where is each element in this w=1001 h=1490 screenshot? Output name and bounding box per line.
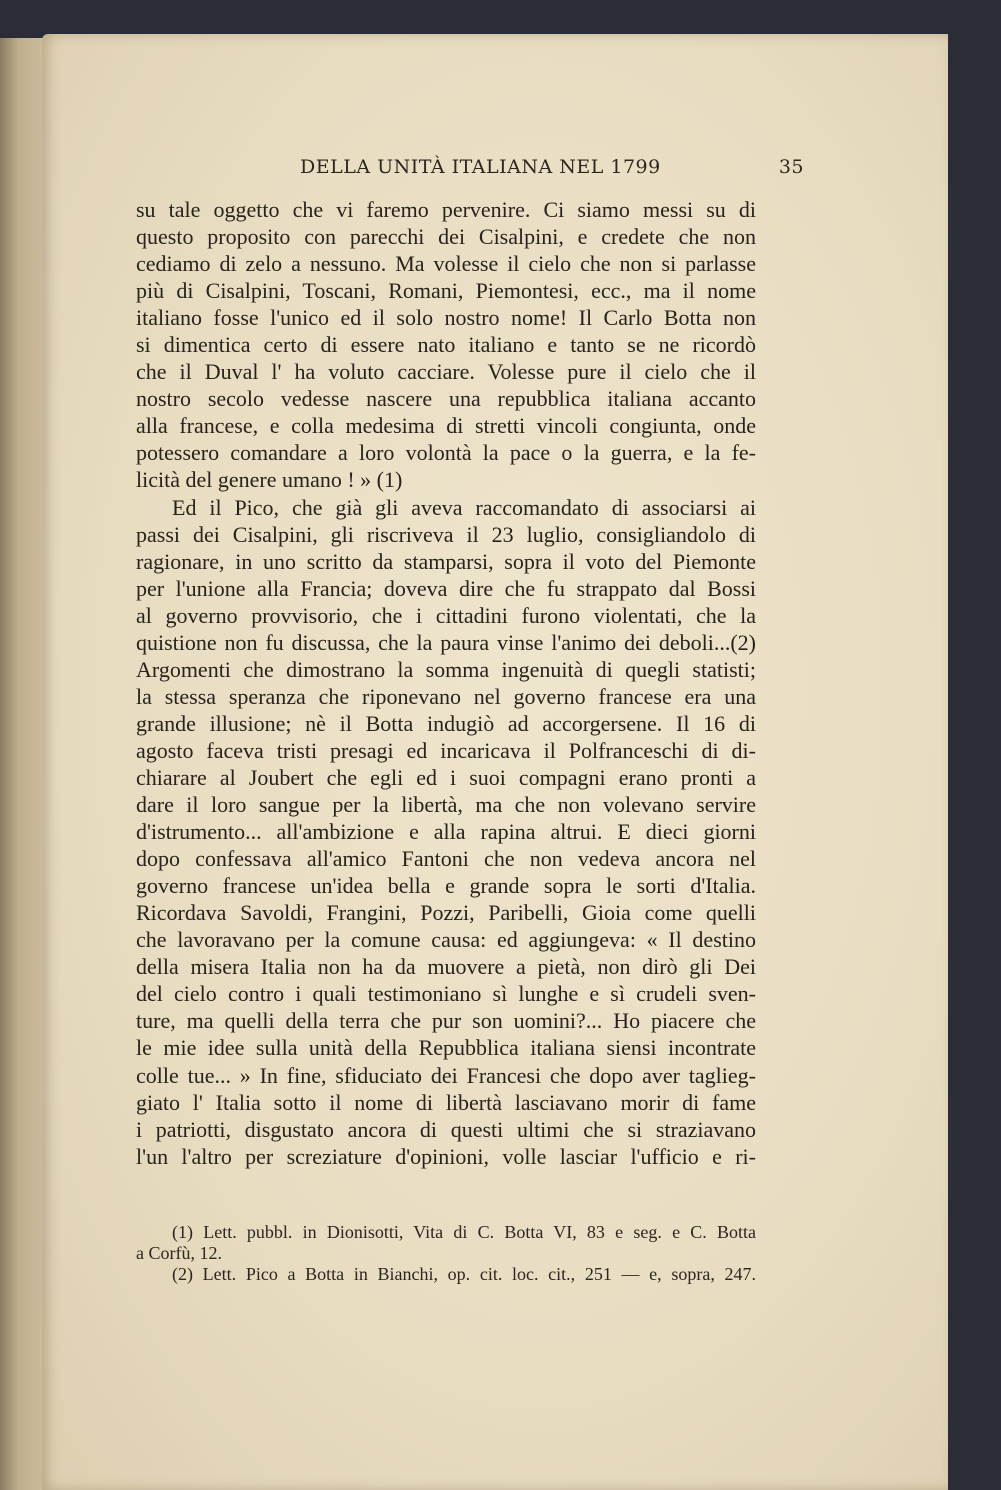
text-line: ragionare, in uno scritto da stamparsi, sopra il voto del Piemonte	[136, 548, 756, 574]
text-line: licità del genere umano ! » (1)	[136, 467, 403, 493]
text-line: chiarare al Joubert che egli ed i suoi compagni erano pronti a	[136, 764, 756, 790]
text-line: per l'unione alla Francia; doveva dire che fu strappato dal Bossi	[136, 575, 756, 601]
text-line: Ricordava Savoldi, Frangini, Pozzi, Paribelli, Gioia come quelli	[136, 900, 756, 926]
text-line: nostro secolo vedesse nascere una repubblica italiana accanto	[136, 386, 756, 412]
page-number: 35	[778, 156, 804, 178]
text-line: passi dei Cisalpini, gli riscriveva il 23 luglio, consigliandolo di	[136, 521, 756, 547]
text-line: dare il loro sangue per la libertà, ma che non volevano servire	[136, 792, 756, 818]
text-line: giato l' Italia sotto il nome di libertà lasciavano morir di fame	[136, 1089, 756, 1115]
text-line: che il Duval l' ha voluto cacciare. Volesse pure il cielo che il	[136, 359, 756, 385]
footnote-line: (1) Lett. pubbl. in Dionisotti, Vita di C. Botta VI, 83 e seg. e C. Botta	[172, 1222, 756, 1242]
text-line: i patriotti, disgustato ancora di questi ultimi che si straziavano	[136, 1116, 756, 1142]
facing-page-edge	[0, 38, 48, 1490]
text-line: su tale oggetto che vi faremo pervenire. Ci siamo messi su di	[136, 197, 756, 222]
book-page	[42, 34, 948, 1490]
text-line: la stessa speranza che riponevano nel governo francese era una	[136, 683, 756, 709]
text-line: del cielo contro i quali testimoniano sì lunghe e sì crudeli sven-	[136, 981, 756, 1007]
footnote-line: (2) Lett. Pico a Botta in Bianchi, op. cit. loc. cit., 251 — e, sopra, 247.	[172, 1264, 756, 1284]
text-line: ture, ma quelli della terra che pur son uomini?... Ho piacere che	[136, 1008, 756, 1034]
text-line: le mie idee sulla unità della Repubblica italiana siensi incontrate	[136, 1035, 756, 1061]
text-line: Ed il Pico, che già gli aveva raccomandato di associarsi ai	[172, 494, 756, 520]
footnote-line: a Corfù, 12.	[136, 1243, 222, 1263]
text-line: cediamo di zelo a nessuno. Ma volesse il cielo che non si parlasse	[136, 251, 756, 277]
text-line: che lavoravano per la comune causa: ed aggiungeva: « Il destino	[136, 927, 756, 953]
text-line: l'un l'altro per screziature d'opinioni, volle lasciar l'ufficio e ri-	[136, 1143, 756, 1169]
text-line: più di Cisalpini, Toscani, Romani, Piemontesi, ecc., ma il nome	[136, 278, 756, 304]
text-line: d'istrumento... all'ambizione e alla rapina altrui. E dieci giorni	[136, 819, 756, 845]
text-line: Argomenti che dimostrano la somma ingenuità di quegli statisti;	[136, 656, 756, 682]
text-line: alla francese, e colla medesima di stretti vincoli congiunta, onde	[136, 413, 756, 439]
running-title: DELLA UNITÀ ITALIANA NEL 1799	[300, 156, 661, 178]
text-line: potessero comandare a loro volontà la pace o la guerra, e la fe-	[136, 440, 756, 466]
text-line: quistione non fu discussa, che la paura vinse l'animo dei deboli...(2)	[136, 629, 756, 655]
text-line: questo proposito con parecchi dei Cisalpini, e credete che non	[136, 224, 756, 250]
text-line: al governo provvisorio, che i cittadini furono violentati, che la	[136, 602, 756, 628]
text-line: si dimentica certo di essere nato italiano e tanto se ne ricordò	[136, 332, 756, 358]
text-line: italiano fosse l'unico ed il solo nostro nome! Il Carlo Botta non	[136, 305, 756, 331]
text-line: grande illusione; nè il Botta indugiò ad accorgersene. Il 16 di	[136, 710, 756, 736]
body-text	[136, 196, 756, 1170]
text-line: agosto faceva tristi presagi ed incaricava il Polfranceschi di di-	[136, 737, 756, 763]
text-line: governo francese un'idea bella e grande sopra le sorti d'Italia.	[136, 873, 756, 899]
footnotes	[136, 1222, 756, 1285]
text-line: della misera Italia non ha da muovere a pietà, non dirò gli Dei	[136, 954, 756, 980]
text-line: colle tue... » In fine, sfiduciato dei Francesi che dopo aver taglieg-	[136, 1062, 756, 1088]
text-line: dopo confessava all'amico Fantoni che non vedeva ancora nel	[136, 846, 756, 872]
